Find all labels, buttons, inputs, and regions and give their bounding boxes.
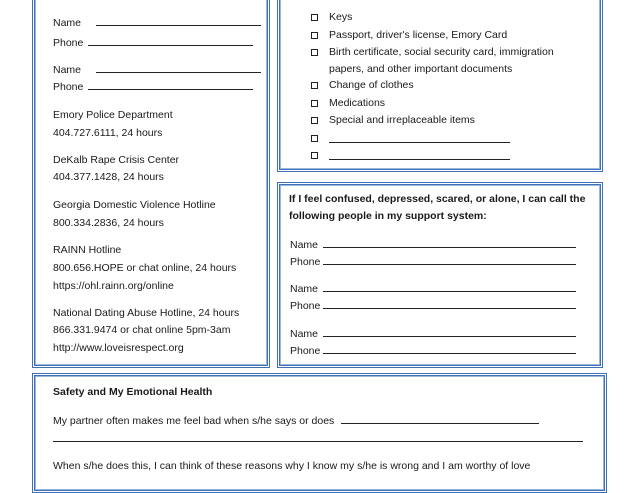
support-name-field-2[interactable]: [323, 282, 576, 292]
support-phone-field-1[interactable]: [323, 255, 576, 265]
item-blank-field-1[interactable]: [329, 133, 510, 143]
rainn-phone: 800.656.HOPE or chat online, 24 hours: [53, 262, 237, 274]
name-label: Name: [290, 328, 319, 340]
checkbox-documents[interactable]: [311, 49, 318, 56]
item-blank-field-2[interactable]: [329, 150, 510, 160]
support-phone-field-2[interactable]: [323, 299, 576, 309]
checkbox-id[interactable]: [311, 32, 318, 39]
support-name-row-1: [290, 238, 576, 252]
name-label: Name: [290, 283, 319, 295]
item-keys: Keys: [329, 11, 353, 23]
support-phone-row-1: [290, 255, 576, 269]
items-checklist-box: [277, 0, 603, 172]
checkbox-special[interactable]: [311, 117, 318, 124]
item-id: Passport, driver's license, Emory Card: [329, 29, 508, 41]
contact-phone-field-1[interactable]: [88, 36, 253, 46]
emotional-health-box: [32, 373, 607, 493]
item-documents-line2: papers, and other important documents: [329, 63, 513, 75]
support-phone-field-3[interactable]: [323, 344, 576, 354]
checkbox-blank-1[interactable]: [311, 135, 318, 142]
checkbox-blank-2[interactable]: [311, 152, 318, 159]
item-documents-line1: Birth certificate, social security card, immigration: [329, 46, 554, 58]
phone-label: Phone: [290, 300, 321, 312]
georgia-dv-phone: 800.334.2836, 24 hours: [53, 217, 164, 229]
checkbox-clothes[interactable]: [311, 82, 318, 89]
name-label: Name: [53, 64, 82, 76]
dekalb-name: DeKalb Rape Crisis Center: [53, 154, 180, 166]
contacts-box: [32, 0, 270, 368]
emotional-prompt-1-row: [53, 414, 539, 428]
dekalb-phone: 404.377.1428, 24 hours: [53, 171, 164, 183]
checkbox-medications[interactable]: [311, 100, 318, 107]
emory-police-phone: 404.727.6111, 24 hours: [53, 127, 163, 139]
dating-phone: 866.331.9474 or chat online 5pm-3am: [53, 324, 231, 336]
item-medications: Medications: [329, 97, 386, 109]
emotional-prompt-1: My partner often makes me feel bad when s/he says or does: [53, 415, 335, 427]
dating-link[interactable]: http://www.loveisrespect.org: [53, 342, 184, 354]
rainn-link[interactable]: https://ohl.rainn.org/online: [53, 280, 174, 292]
support-phone-row-3: [290, 344, 576, 358]
contact-phone-field-2[interactable]: [88, 80, 253, 90]
checkbox-keys[interactable]: [311, 14, 318, 21]
support-system-box: [277, 182, 603, 368]
phone-label: Phone: [53, 81, 84, 93]
dating-name: National Dating Abuse Hotline, 24 hours: [53, 307, 240, 319]
phone-label: Phone: [290, 256, 321, 268]
rainn-url[interactable]: [53, 280, 174, 293]
phone-label: Phone: [53, 37, 84, 49]
phone-label: Phone: [290, 345, 321, 357]
emory-police-name: Emory Police Department: [53, 109, 173, 121]
support-phone-row-2: [290, 299, 576, 313]
emotional-answer-field-1b[interactable]: [53, 432, 583, 442]
contact-phone-row-2: [53, 80, 253, 94]
contact-name-row-1: [53, 16, 261, 30]
emotional-title: Safety and My Emotional Health: [53, 386, 213, 398]
georgia-dv-name: Georgia Domestic Violence Hotline: [53, 199, 216, 211]
emotional-prompt-2: When s/he does this, I can think of these reasons why I know my s/he is wrong and I am worthy of love: [53, 460, 531, 472]
name-label: Name: [53, 17, 82, 29]
contact-phone-row-1: [53, 36, 253, 50]
item-special: Special and irreplaceable items: [329, 114, 475, 126]
contact-name-field-2[interactable]: [96, 63, 261, 73]
contact-name-row-2: [53, 63, 261, 77]
dating-url[interactable]: [53, 342, 184, 355]
support-name-row-3: [290, 327, 576, 341]
emotional-answer-field-1[interactable]: [341, 414, 539, 424]
item-clothes: Change of clothes: [329, 79, 414, 91]
rainn-name: RAINN Hotline: [53, 244, 122, 256]
support-name-field-3[interactable]: [323, 327, 576, 337]
support-heading-line2: following people in my support system:: [289, 210, 487, 222]
contact-name-field-1[interactable]: [96, 16, 261, 26]
name-label: Name: [290, 239, 319, 251]
support-name-field-1[interactable]: [323, 238, 576, 248]
support-name-row-2: [290, 282, 576, 296]
support-heading-line1: If I feel confused, depressed, scared, or alone, I can call the: [289, 193, 586, 205]
